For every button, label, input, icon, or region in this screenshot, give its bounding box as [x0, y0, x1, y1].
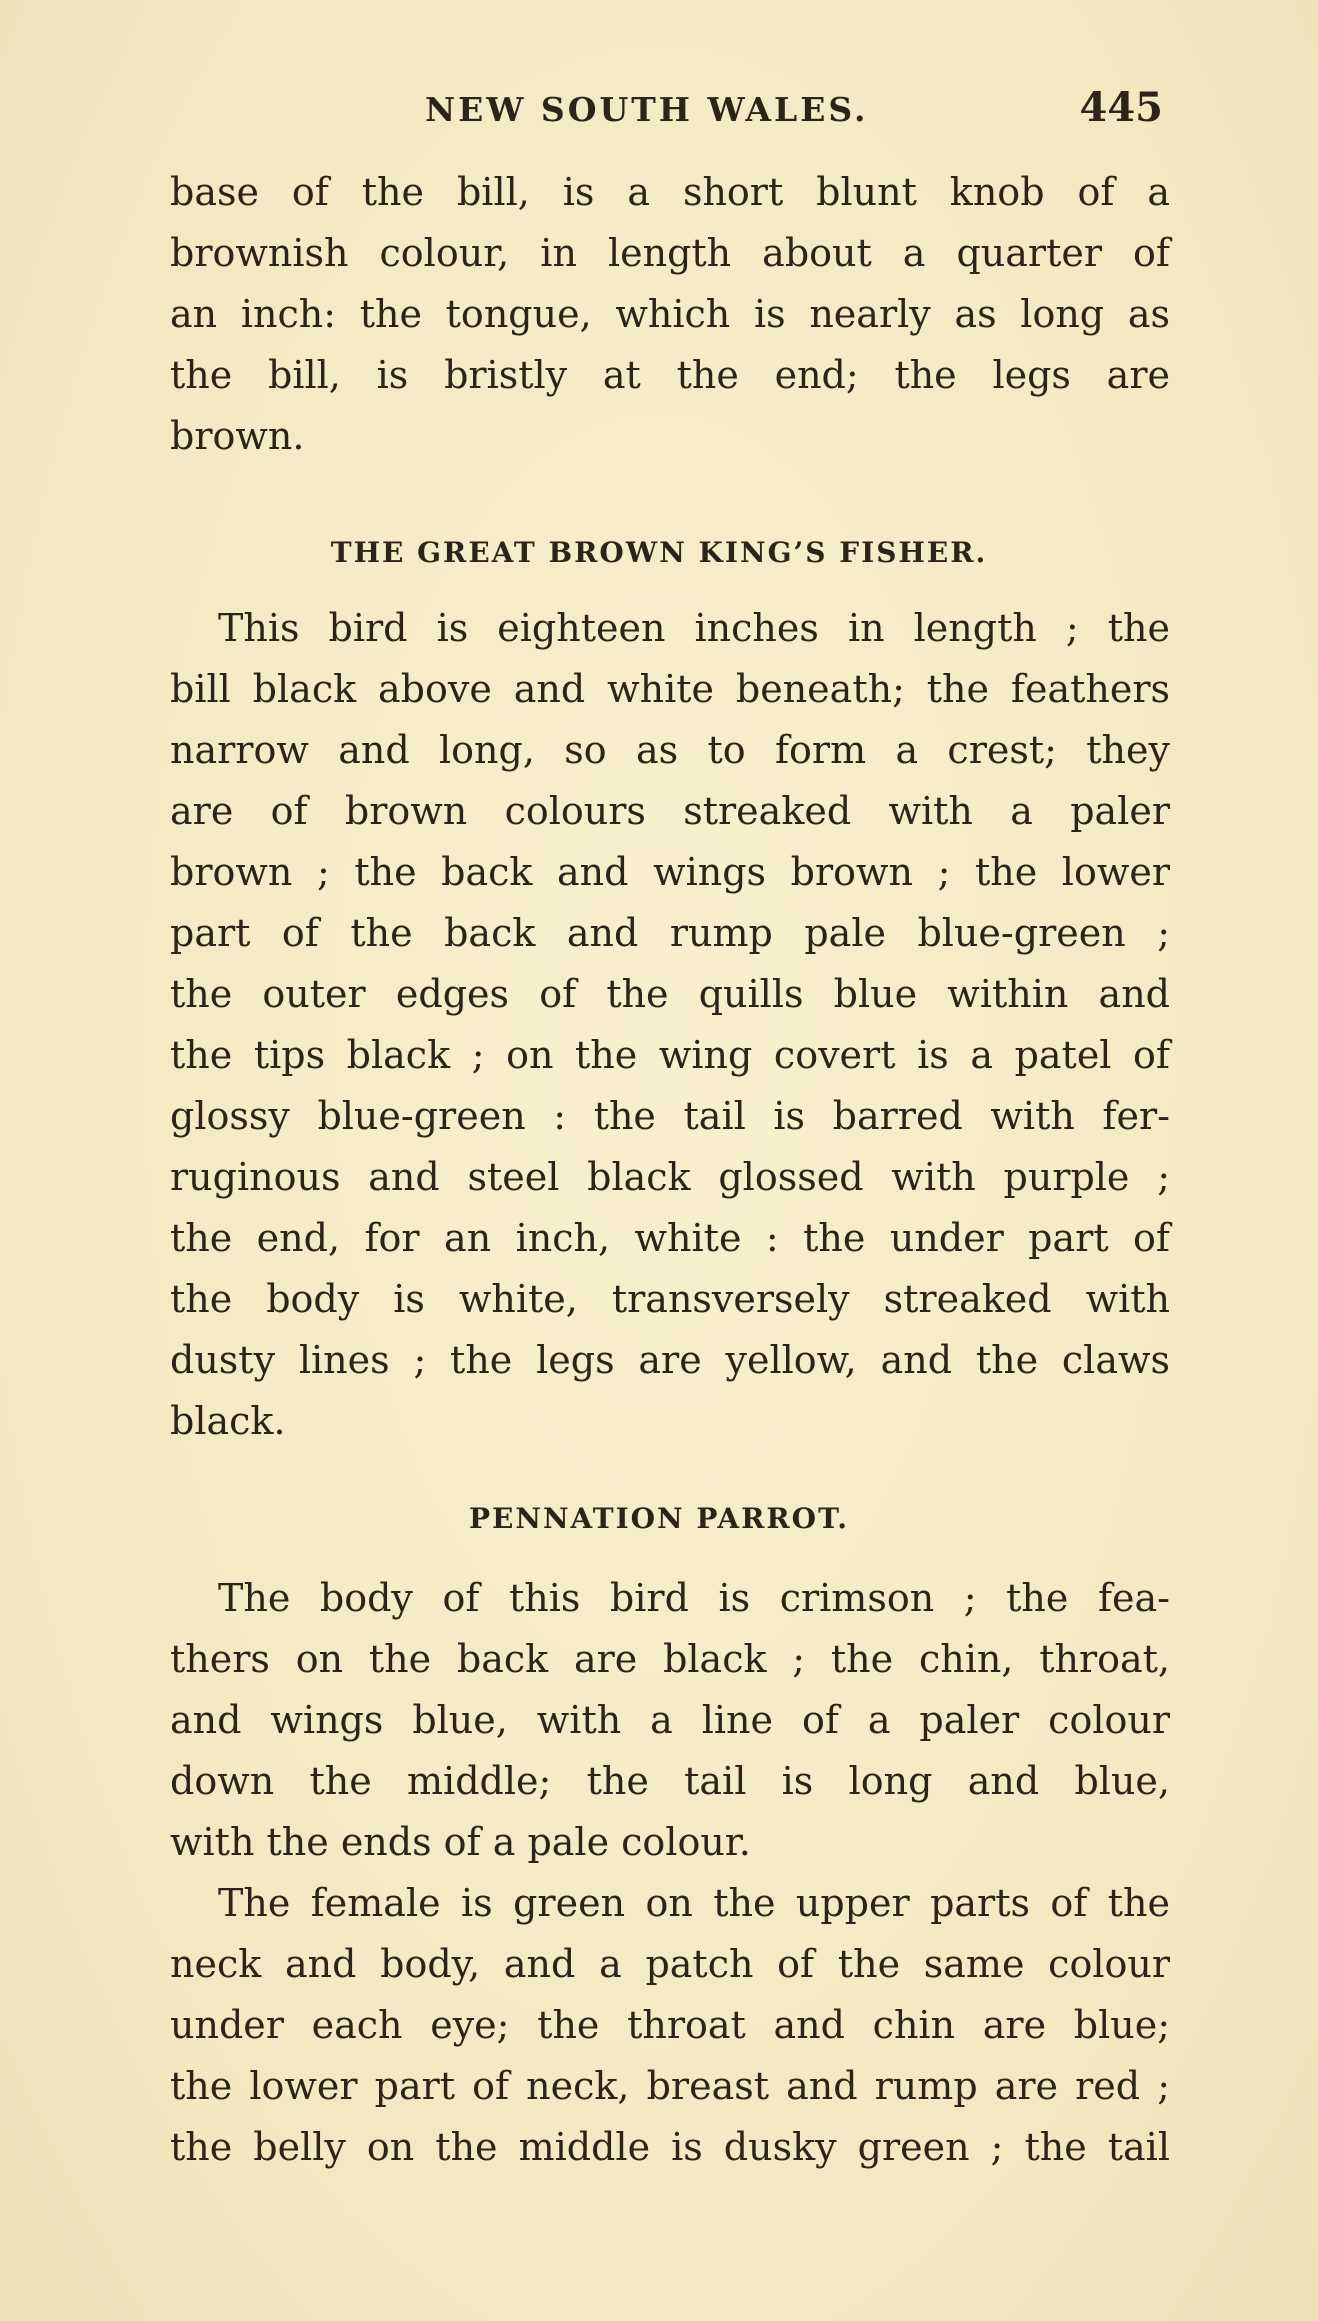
text-line: narrow and long, so as to form a crest; they — [170, 728, 1170, 772]
text-line: are of brown colours streaked with a paler — [170, 789, 1170, 833]
text-line: The female is green on the upper parts of the — [218, 1881, 1170, 1925]
text-line: black. — [170, 1399, 286, 1443]
text-line: the tips black ; on the wing covert is a patel of — [170, 1033, 1170, 1077]
text-line: down the middle; the tail is long and blue, — [170, 1759, 1170, 1803]
text-line: brown. — [170, 414, 305, 458]
text-line: ruginous and steel black glossed with purple ; — [170, 1155, 1170, 1199]
text-line: brownish colour, in length about a quarter of — [170, 231, 1170, 275]
text-line: an inch: the tongue, which is nearly as long as — [170, 292, 1170, 336]
text-line: with the ends of a pale colour. — [170, 1820, 751, 1864]
text-line: The body of this bird is crimson ; the fea- — [218, 1576, 1170, 1620]
text-line: glossy blue-green : the tail is barred with fer- — [170, 1094, 1170, 1138]
paragraph-continuation — [170, 162, 1170, 467]
text-line: the bill, is bristly at the end; the legs are — [170, 353, 1170, 397]
page-number: 445 — [1079, 84, 1163, 131]
text-line: dusty lines ; the legs are yellow, and the claws — [170, 1338, 1170, 1382]
text-line: under each eye; the throat and chin are blue; — [170, 2003, 1170, 2047]
text-line: base of the bill, is a short blunt knob of a — [170, 170, 1170, 214]
paragraph-parrot-male — [170, 1568, 1170, 1873]
text-line: the lower part of neck, breast and rump are red ; — [170, 2064, 1170, 2108]
running-head — [0, 84, 1318, 150]
text-line: This bird is eighteen inches in length ; the — [218, 606, 1170, 650]
text-line: the belly on the middle is dusky green ; the tail — [170, 2125, 1170, 2169]
text-line: brown ; the back and wings brown ; the lower — [170, 850, 1170, 894]
text-line: bill black above and white beneath; the feathers — [170, 667, 1170, 711]
text-line: the end, for an inch, white : the under part of — [170, 1216, 1170, 1260]
paragraph-kings-fisher — [170, 598, 1170, 1452]
text-line: the body is white, transversely streaked with — [170, 1277, 1170, 1321]
text-line: and wings blue, with a line of a paler colour — [170, 1698, 1170, 1742]
section-heading-kings-fisher: THE GREAT BROWN KING’S FISHER. — [330, 536, 988, 569]
text-line: thers on the back are black ; the chin, throat, — [170, 1637, 1170, 1681]
text-line: neck and body, and a patch of the same colour — [170, 1942, 1170, 1986]
paragraph-parrot-female — [170, 1873, 1170, 2178]
text-line: the outer edges of the quills blue within and — [170, 972, 1170, 1016]
running-head-title: NEW SOUTH WALES. — [425, 90, 869, 129]
text-line: part of the back and rump pale blue-green ; — [170, 911, 1170, 955]
section-heading-pennation-parrot: PENNATION PARROT. — [468, 1502, 850, 1535]
